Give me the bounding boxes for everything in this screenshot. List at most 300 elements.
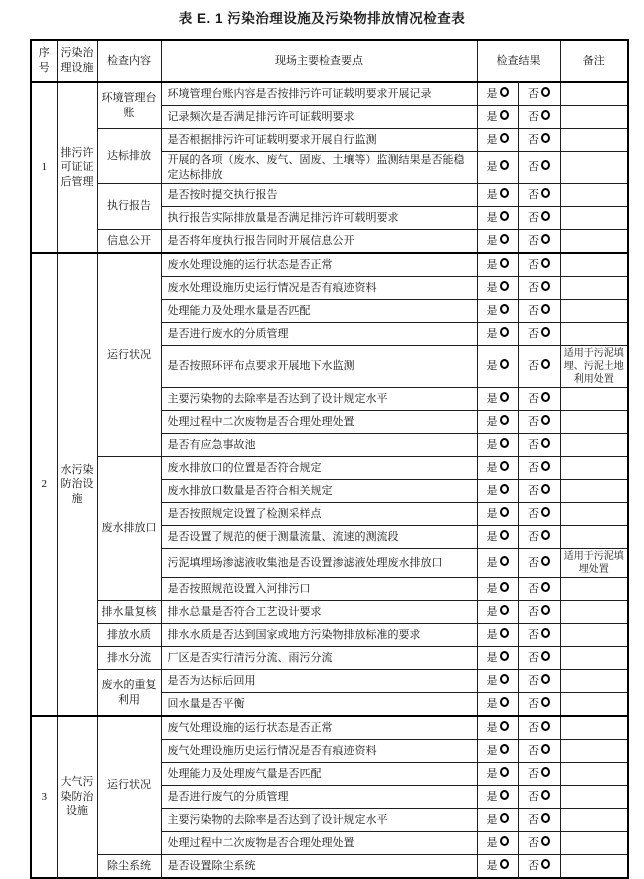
no-radio-icon[interactable] (541, 110, 550, 120)
no-radio-icon[interactable] (541, 87, 550, 97)
yes-option-cell[interactable] (477, 670, 518, 693)
remark-cell (560, 277, 628, 300)
yes-option-cell[interactable] (477, 601, 518, 624)
no-option-cell[interactable] (518, 152, 560, 184)
content-cell: 执行报告 (97, 184, 161, 230)
no-option-cell[interactable] (518, 786, 560, 809)
no-radio-icon[interactable] (541, 556, 550, 566)
content-cell: 信息公开 (97, 230, 161, 254)
yes-option-label: 是 (487, 462, 509, 474)
no-option-label: 否 (528, 189, 550, 201)
yes-option-label: 是 (487, 629, 509, 641)
yes-option-cell[interactable] (477, 184, 518, 207)
no-radio-icon[interactable] (541, 258, 550, 268)
header-row (31, 40, 628, 82)
table-row (31, 253, 628, 277)
no-option-label: 否 (528, 235, 550, 247)
yes-option-label: 是 (487, 212, 509, 224)
yes-option-label: 是 (487, 189, 509, 201)
header-facility: 污染治理设施 (57, 40, 97, 82)
yes-radio-icon[interactable] (500, 234, 509, 244)
yes-radio-icon[interactable] (500, 836, 509, 846)
no-radio-icon[interactable] (541, 438, 550, 448)
yes-radio-icon[interactable] (500, 110, 509, 120)
no-option-label: 否 (528, 111, 550, 123)
no-option-label: 否 (528, 161, 550, 173)
no-option-label: 否 (528, 508, 550, 520)
no-option-cell[interactable] (518, 82, 560, 106)
point-cell: 是否为达标后回用 (161, 670, 477, 693)
facility-cell: 水污染防治设施 (57, 253, 97, 716)
no-radio-icon[interactable] (541, 651, 550, 661)
remark-cell: 适用于污泥填埋、污泥土地利用处置 (560, 346, 628, 388)
no-radio-icon[interactable] (541, 304, 550, 314)
no-option-cell[interactable] (518, 411, 560, 434)
point-cell: 处理过程中二次废物是否合理处理处置 (161, 411, 477, 434)
no-radio-icon[interactable] (541, 628, 550, 638)
no-option-cell[interactable] (518, 106, 560, 129)
yes-option-cell[interactable] (477, 716, 518, 740)
yes-option-cell[interactable] (477, 578, 518, 601)
remark-cell (560, 526, 628, 549)
yes-option-cell[interactable] (477, 253, 518, 277)
yes-radio-icon[interactable] (500, 651, 509, 661)
yes-option-label: 是 (487, 282, 509, 294)
yes-radio-icon[interactable] (500, 674, 509, 684)
no-option-label: 否 (528, 768, 550, 780)
no-radio-icon[interactable] (541, 697, 550, 707)
no-option-cell[interactable] (518, 480, 560, 503)
no-option-cell[interactable] (518, 624, 560, 647)
point-cell: 是否设置除尘系统 (161, 855, 477, 879)
yes-option-cell[interactable] (477, 786, 518, 809)
no-option-cell[interactable] (518, 184, 560, 207)
yes-option-label: 是 (487, 557, 509, 569)
remark-cell (560, 82, 628, 106)
no-option-label: 否 (528, 814, 550, 826)
yes-radio-icon[interactable] (500, 281, 509, 291)
yes-option-cell[interactable] (477, 647, 518, 670)
yes-option-label: 是 (487, 768, 509, 780)
no-option-cell[interactable] (518, 809, 560, 832)
no-option-cell[interactable] (518, 693, 560, 717)
table-row (31, 670, 628, 693)
point-cell: 是否进行废气的分质管理 (161, 786, 477, 809)
table-row (31, 230, 628, 254)
no-radio-icon[interactable] (541, 160, 550, 170)
point-cell: 是否将年度执行报告同时开展信息公开 (161, 230, 477, 254)
no-option-cell[interactable] (518, 434, 560, 457)
yes-option-label: 是 (487, 393, 509, 405)
no-option-label: 否 (528, 745, 550, 757)
point-cell: 排水总量是否符合工艺设计要求 (161, 601, 477, 624)
table-row (31, 457, 628, 480)
remark-cell (560, 106, 628, 129)
no-option-label: 否 (528, 629, 550, 641)
no-option-cell[interactable] (518, 763, 560, 786)
no-option-label: 否 (528, 88, 550, 100)
point-cell: 是否按时提交执行报告 (161, 184, 477, 207)
header-remark: 备注 (560, 40, 628, 82)
yes-radio-icon[interactable] (500, 813, 509, 823)
page-title: 表 E. 1 污染治理设施及污染物排放情况检查表 (178, 11, 466, 26)
point-cell: 记录频次是否满足排污许可证载明要求 (161, 106, 477, 129)
no-radio-icon[interactable] (541, 281, 550, 291)
serial-cell: 2 (31, 253, 57, 716)
point-cell: 排水水质是否达到国家或地方污染物排放标准的要求 (161, 624, 477, 647)
no-option-cell[interactable] (518, 716, 560, 740)
yes-radio-icon[interactable] (500, 392, 509, 402)
remark-cell (560, 434, 628, 457)
point-cell: 回水量是否平衡 (161, 693, 477, 717)
no-radio-icon[interactable] (541, 461, 550, 471)
no-option-label: 否 (528, 722, 550, 734)
no-option-label: 否 (528, 360, 550, 372)
yes-option-cell[interactable] (477, 230, 518, 254)
yes-option-label: 是 (487, 675, 509, 687)
yes-option-cell[interactable] (477, 277, 518, 300)
no-option-cell[interactable] (518, 253, 560, 277)
point-cell: 废水处理设施历史运行情况是否有痕迹资料 (161, 277, 477, 300)
no-option-cell[interactable] (518, 457, 560, 480)
remark-cell (560, 457, 628, 480)
content-cell: 达标排放 (97, 129, 161, 184)
yes-option-cell[interactable] (477, 300, 518, 323)
yes-option-cell[interactable] (477, 526, 518, 549)
yes-option-cell[interactable] (477, 832, 518, 855)
yes-option-label: 是 (487, 259, 509, 271)
yes-option-label: 是 (487, 837, 509, 849)
no-option-label: 否 (528, 305, 550, 317)
yes-option-label: 是 (487, 111, 509, 123)
yes-radio-icon[interactable] (500, 211, 509, 221)
point-cell: 环境管理台账内容是否按排污许可证载明要求开展记录 (161, 82, 477, 106)
header-serial: 序号 (31, 40, 57, 82)
yes-radio-icon[interactable] (500, 605, 509, 615)
header-result: 检查结果 (477, 40, 560, 82)
yes-option-label: 是 (487, 88, 509, 100)
no-option-label: 否 (528, 557, 550, 569)
no-option-label: 否 (528, 837, 550, 849)
yes-radio-icon[interactable] (500, 359, 509, 369)
remark-cell (560, 624, 628, 647)
remark-cell (560, 207, 628, 230)
table-row (31, 184, 628, 207)
yes-option-label: 是 (487, 652, 509, 664)
yes-option-cell[interactable] (477, 152, 518, 184)
serial-cell: 3 (31, 716, 57, 878)
no-option-label: 否 (528, 416, 550, 428)
no-option-cell[interactable] (518, 129, 560, 152)
facility-cell: 排污许可证证后管理 (57, 82, 97, 253)
point-cell: 是否按照规范设置入河排污口 (161, 578, 477, 601)
no-radio-icon[interactable] (541, 582, 550, 592)
yes-option-label: 是 (487, 606, 509, 618)
no-option-cell[interactable] (518, 346, 560, 388)
remark-cell (560, 253, 628, 277)
no-option-cell[interactable] (518, 670, 560, 693)
yes-option-cell[interactable] (477, 346, 518, 388)
yes-radio-icon[interactable] (500, 767, 509, 777)
point-cell: 是否有应急事故池 (161, 434, 477, 457)
yes-radio-icon[interactable] (500, 415, 509, 425)
yes-option-label: 是 (487, 328, 509, 340)
content-cell: 除尘系统 (97, 855, 161, 879)
no-option-cell[interactable] (518, 323, 560, 346)
no-option-cell[interactable] (518, 647, 560, 670)
yes-option-label: 是 (487, 698, 509, 710)
no-radio-icon[interactable] (541, 484, 550, 494)
remark-cell (560, 716, 628, 740)
yes-option-cell[interactable] (477, 693, 518, 717)
no-radio-icon[interactable] (541, 392, 550, 402)
content-cell: 排水量复核 (97, 601, 161, 624)
remark-cell (560, 503, 628, 526)
header-content: 检查内容 (97, 40, 161, 82)
remark-cell (560, 184, 628, 207)
yes-option-label: 是 (487, 583, 509, 595)
no-radio-icon[interactable] (541, 813, 550, 823)
no-radio-icon[interactable] (541, 859, 550, 869)
yes-option-label: 是 (487, 814, 509, 826)
yes-option-cell[interactable] (477, 82, 518, 106)
yes-radio-icon[interactable] (500, 188, 509, 198)
yes-radio-icon[interactable] (500, 744, 509, 754)
no-option-cell[interactable] (518, 601, 560, 624)
no-option-label: 否 (528, 134, 550, 146)
no-radio-icon[interactable] (541, 211, 550, 221)
point-cell: 主要污染物的去除率是否达到了设计规定水平 (161, 809, 477, 832)
facility-cell: 大气污染防治设施 (57, 716, 97, 878)
content-cell: 废水的重复利用 (97, 670, 161, 717)
yes-radio-icon[interactable] (500, 721, 509, 731)
point-cell: 处理能力及处理水量是否匹配 (161, 300, 477, 323)
point-cell: 是否按照规定设置了检测采样点 (161, 503, 477, 526)
table-row (31, 647, 628, 670)
yes-option-cell[interactable] (477, 388, 518, 411)
remark-cell (560, 578, 628, 601)
point-cell: 主要污染物的去除率是否达到了设计规定水平 (161, 388, 477, 411)
remark-cell (560, 300, 628, 323)
yes-radio-icon[interactable] (500, 556, 509, 566)
no-option-cell[interactable] (518, 549, 560, 578)
table-row (31, 601, 628, 624)
remark-cell (560, 809, 628, 832)
yes-option-cell[interactable] (477, 624, 518, 647)
no-option-label: 否 (528, 531, 550, 543)
yes-radio-icon[interactable] (500, 484, 509, 494)
remark-cell (560, 693, 628, 717)
yes-option-label: 是 (487, 416, 509, 428)
no-radio-icon[interactable] (541, 234, 550, 244)
yes-option-label: 是 (487, 439, 509, 451)
no-option-label: 否 (528, 393, 550, 405)
yes-option-label: 是 (487, 531, 509, 543)
point-cell: 处理能力及处理废气量是否匹配 (161, 763, 477, 786)
remark-cell (560, 647, 628, 670)
no-option-cell[interactable] (518, 855, 560, 879)
yes-radio-icon[interactable] (500, 133, 509, 143)
table-row (31, 82, 628, 106)
table-row (31, 129, 628, 152)
yes-radio-icon[interactable] (500, 160, 509, 170)
no-option-cell[interactable] (518, 832, 560, 855)
yes-radio-icon[interactable] (500, 327, 509, 337)
yes-option-label: 是 (487, 485, 509, 497)
remark-cell (560, 129, 628, 152)
yes-radio-icon[interactable] (500, 258, 509, 268)
no-option-cell[interactable] (518, 207, 560, 230)
no-radio-icon[interactable] (541, 721, 550, 731)
no-option-label: 否 (528, 462, 550, 474)
content-cell: 排水分流 (97, 647, 161, 670)
no-option-cell[interactable] (518, 503, 560, 526)
no-option-label: 否 (528, 860, 550, 872)
remark-cell (560, 480, 628, 503)
no-radio-icon[interactable] (541, 744, 550, 754)
no-option-label: 否 (528, 698, 550, 710)
no-radio-icon[interactable] (541, 836, 550, 846)
no-option-label: 否 (528, 675, 550, 687)
yes-option-label: 是 (487, 860, 509, 872)
no-radio-icon[interactable] (541, 790, 550, 800)
no-radio-icon[interactable] (541, 605, 550, 615)
checklist-body (31, 82, 628, 878)
point-cell: 是否按照环评布点要求开展地下水监测 (161, 346, 477, 388)
point-cell: 是否进行废水的分质管理 (161, 323, 477, 346)
no-option-cell[interactable] (518, 740, 560, 763)
remark-cell (560, 855, 628, 879)
no-option-label: 否 (528, 212, 550, 224)
yes-option-label: 是 (487, 791, 509, 803)
point-cell: 废气处理设施的运行状态是否正常 (161, 716, 477, 740)
yes-radio-icon[interactable] (500, 628, 509, 638)
no-option-label: 否 (528, 485, 550, 497)
no-option-label: 否 (528, 439, 550, 451)
no-radio-icon[interactable] (541, 327, 550, 337)
no-radio-icon[interactable] (541, 415, 550, 425)
content-cell: 运行状况 (97, 716, 161, 855)
yes-option-cell[interactable] (477, 411, 518, 434)
no-option-label: 否 (528, 791, 550, 803)
remark-cell: 适用于污泥填埋处置 (560, 549, 628, 578)
point-cell: 厂区是否实行清污分流、雨污分流 (161, 647, 477, 670)
yes-option-cell[interactable] (477, 106, 518, 129)
point-cell: 废水排放口数量是否符合相关规定 (161, 480, 477, 503)
remark-cell (560, 740, 628, 763)
yes-radio-icon[interactable] (500, 438, 509, 448)
no-option-cell[interactable] (518, 526, 560, 549)
table-row (31, 855, 628, 879)
yes-option-label: 是 (487, 722, 509, 734)
yes-option-cell[interactable] (477, 855, 518, 879)
yes-option-cell[interactable] (477, 503, 518, 526)
remark-cell (560, 601, 628, 624)
yes-option-label: 是 (487, 134, 509, 146)
table-row (31, 624, 628, 647)
yes-option-cell[interactable] (477, 549, 518, 578)
yes-option-cell[interactable] (477, 207, 518, 230)
remark-cell (560, 670, 628, 693)
point-cell: 执行报告实际排放量是否满足排污许可载明要求 (161, 207, 477, 230)
yes-radio-icon[interactable] (500, 461, 509, 471)
no-option-label: 否 (528, 259, 550, 271)
yes-option-cell[interactable] (477, 740, 518, 763)
yes-option-cell[interactable] (477, 480, 518, 503)
yes-radio-icon[interactable] (500, 582, 509, 592)
no-option-label: 否 (528, 606, 550, 618)
remark-cell (560, 832, 628, 855)
document-page (0, 7, 644, 872)
remark-cell (560, 786, 628, 809)
no-radio-icon[interactable] (541, 507, 550, 517)
yes-radio-icon[interactable] (500, 697, 509, 707)
inspection-table (30, 39, 629, 879)
no-radio-icon[interactable] (541, 674, 550, 684)
yes-option-cell[interactable] (477, 323, 518, 346)
remark-cell (560, 323, 628, 346)
no-radio-icon[interactable] (541, 359, 550, 369)
yes-radio-icon[interactable] (500, 790, 509, 800)
yes-option-label: 是 (487, 305, 509, 317)
no-option-cell[interactable] (518, 300, 560, 323)
yes-option-label: 是 (487, 161, 509, 173)
yes-option-cell[interactable] (477, 129, 518, 152)
no-option-cell[interactable] (518, 578, 560, 601)
no-option-label: 否 (528, 282, 550, 294)
yes-radio-icon[interactable] (500, 859, 509, 869)
yes-radio-icon[interactable] (500, 507, 509, 517)
yes-option-cell[interactable] (477, 809, 518, 832)
yes-radio-icon[interactable] (500, 530, 509, 540)
remark-cell (560, 230, 628, 254)
yes-option-label: 是 (487, 360, 509, 372)
content-cell: 运行状况 (97, 253, 161, 457)
remark-cell (560, 152, 628, 184)
remark-cell (560, 411, 628, 434)
content-cell: 废水排放口 (97, 457, 161, 601)
point-cell: 开展的各项（废水、废气、固废、土壤等）监测结果是否能稳定达标排放 (161, 152, 477, 184)
point-cell: 废气处理设施历史运行情况是否有痕迹资料 (161, 740, 477, 763)
no-option-cell[interactable] (518, 230, 560, 254)
no-option-label: 否 (528, 583, 550, 595)
remark-cell (560, 763, 628, 786)
no-radio-icon[interactable] (541, 188, 550, 198)
point-cell: 废水排放口的位置是否符合规定 (161, 457, 477, 480)
content-cell: 排放水质 (97, 624, 161, 647)
point-cell: 废水处理设施的运行状态是否正常 (161, 253, 477, 277)
yes-option-label: 是 (487, 235, 509, 247)
yes-radio-icon[interactable] (500, 87, 509, 97)
no-option-label: 否 (528, 328, 550, 340)
yes-radio-icon[interactable] (500, 304, 509, 314)
no-option-cell[interactable] (518, 277, 560, 300)
remark-cell (560, 388, 628, 411)
no-option-cell[interactable] (518, 388, 560, 411)
point-cell: 是否根据排污许可证载明要求开展自行监测 (161, 129, 477, 152)
table-row (31, 716, 628, 740)
yes-option-cell[interactable] (477, 763, 518, 786)
point-cell: 是否设置了规范的便于测量流量、流速的测流段 (161, 526, 477, 549)
no-radio-icon[interactable] (541, 767, 550, 777)
point-cell: 处理过程中二次废物是否合理处理处置 (161, 832, 477, 855)
no-option-label: 否 (528, 652, 550, 664)
no-radio-icon[interactable] (541, 133, 550, 143)
yes-option-cell[interactable] (477, 434, 518, 457)
point-cell: 污泥填埋场渗滤液收集池是否设置渗滤液处理废水排放口 (161, 549, 477, 578)
yes-option-cell[interactable] (477, 457, 518, 480)
no-radio-icon[interactable] (541, 530, 550, 540)
